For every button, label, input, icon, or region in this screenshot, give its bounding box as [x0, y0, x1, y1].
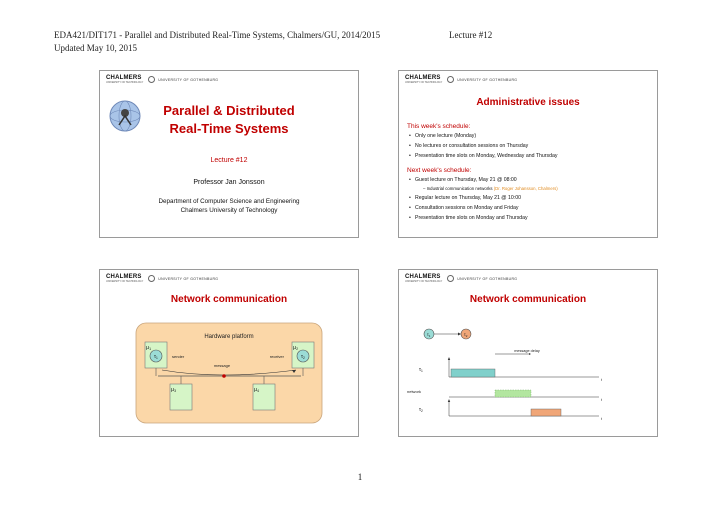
logo-bar: CHALMERS UNIVERSITY OF TECHNOLOGY UNIVERSITY OF GOTHENBURG	[405, 274, 518, 283]
guest-details: – Industrial communication networks (Dr. Roger Johansson, Chalmers)	[423, 186, 558, 191]
slide-title	[99, 70, 359, 238]
chalmers-logo: CHALMERS	[405, 274, 441, 280]
timing-tau2-label: $\tau_2$	[464, 332, 468, 338]
row-network-label: network	[407, 389, 422, 394]
this-week-heading: This week's schedule:	[407, 123, 471, 130]
gu-logo: UNIVERSITY OF GOTHENBURG	[158, 77, 219, 82]
slide1-professor: Professor Jan Jonsson	[193, 179, 265, 186]
node-mu2-label: μ2	[293, 345, 299, 351]
timing-tau1-label: $\tau_1$	[427, 332, 431, 338]
gu-logo: UNIVERSITY OF GOTHENBURG	[457, 77, 518, 82]
node-mu4-label: μ4	[254, 387, 260, 393]
hardware-platform-diagram	[100, 270, 359, 437]
this-week-item-1: • Only one lecture (Monday)	[415, 133, 476, 139]
gu-logo: UNIVERSITY OF GOTHENBURG	[158, 276, 219, 281]
next-week-heading: Next week's schedule:	[407, 167, 472, 174]
gu-seal-icon	[148, 76, 155, 83]
sender-label: sender	[172, 354, 185, 359]
slide4-title: Network communication	[469, 294, 587, 305]
row-tau2-label: $\tau_2$	[419, 407, 423, 413]
this-week-item-3: • Presentation time slots on Monday, Wednesday and Thursday	[415, 153, 557, 159]
message-label: message	[213, 363, 231, 368]
gu-seal-icon	[447, 76, 454, 83]
row-tau1-label: $\tau_1$	[419, 367, 423, 373]
slide1-lecture: Lecture #12	[210, 157, 248, 164]
slide1-title-line2: Real-Time Systems	[169, 121, 289, 136]
logo-bar: CHALMERS UNIVERSITY OF TECHNOLOGY UNIVERSITY OF GOTHENBURG	[106, 75, 219, 84]
node-mu1-label: μ1	[146, 345, 152, 351]
svg-text:t: t	[601, 417, 602, 421]
slide1-univ: Chalmers University of Technology	[180, 207, 278, 214]
chalmers-logo: CHALMERS	[405, 75, 441, 81]
slide1-title-line1: Parallel & Distributed	[163, 103, 295, 118]
lecture-header: Lecture #12	[449, 30, 493, 40]
slide-network-timing	[398, 269, 658, 437]
node-mu3-label: μ3	[171, 387, 177, 393]
svg-text:t: t	[601, 398, 602, 402]
slide2-title: Administrative issues	[476, 97, 580, 108]
this-week-item-2: • No lectures or consultation sessions on Thursday	[415, 143, 528, 149]
course-header: EDA421/DIT171 - Parallel and Distributed Real-Time Systems, Chalmers/GU, 2014/2015	[54, 30, 381, 40]
receiver-label: receiver	[269, 354, 284, 359]
slide-admin	[398, 70, 658, 238]
next-week-item-1: • Regular lecture on Thursday, May 21 @ 10:00	[415, 195, 521, 201]
task-tau1-label: $\tau_1$	[154, 354, 158, 360]
chalmers-logo: CHALMERS	[106, 274, 142, 280]
svg-text:t: t	[601, 378, 602, 382]
page-number: 1	[357, 472, 363, 482]
logo-bar: CHALMERS UNIVERSITY OF TECHNOLOGY UNIVERSITY OF GOTHENBURG	[106, 274, 219, 283]
slide1-dept: Department of Computer Science and Engineering	[158, 198, 300, 205]
timing-diagram	[399, 270, 658, 437]
slide3-title: Network communication	[170, 294, 288, 305]
slide-network-platform	[99, 269, 359, 437]
platform-label: Hardware platform	[204, 334, 254, 340]
gu-logo: UNIVERSITY OF GOTHENBURG	[457, 276, 518, 281]
chalmers-logo: CHALMERS	[106, 75, 142, 81]
logo-bar: CHALMERS UNIVERSITY OF TECHNOLOGY UNIVERSITY OF GOTHENBURG	[405, 75, 518, 84]
network-message-bar	[495, 390, 531, 397]
tau1-execution-bar	[451, 369, 495, 377]
next-week-item-3: • Presentation time slots on Monday and Thursday	[415, 215, 528, 221]
guest-lecture: • Guest lecture on Thursday, May 21 @ 08:00	[415, 177, 517, 183]
next-week-item-2: • Consultation sessions on Monday and Friday	[415, 205, 519, 211]
message-delay-label: message delay	[514, 349, 540, 353]
message-dot	[222, 374, 226, 378]
task-tau2-label: $\tau_2$	[301, 354, 305, 360]
updated-date: Updated May 10, 2015	[54, 43, 137, 53]
tau2-execution-bar	[531, 409, 561, 416]
